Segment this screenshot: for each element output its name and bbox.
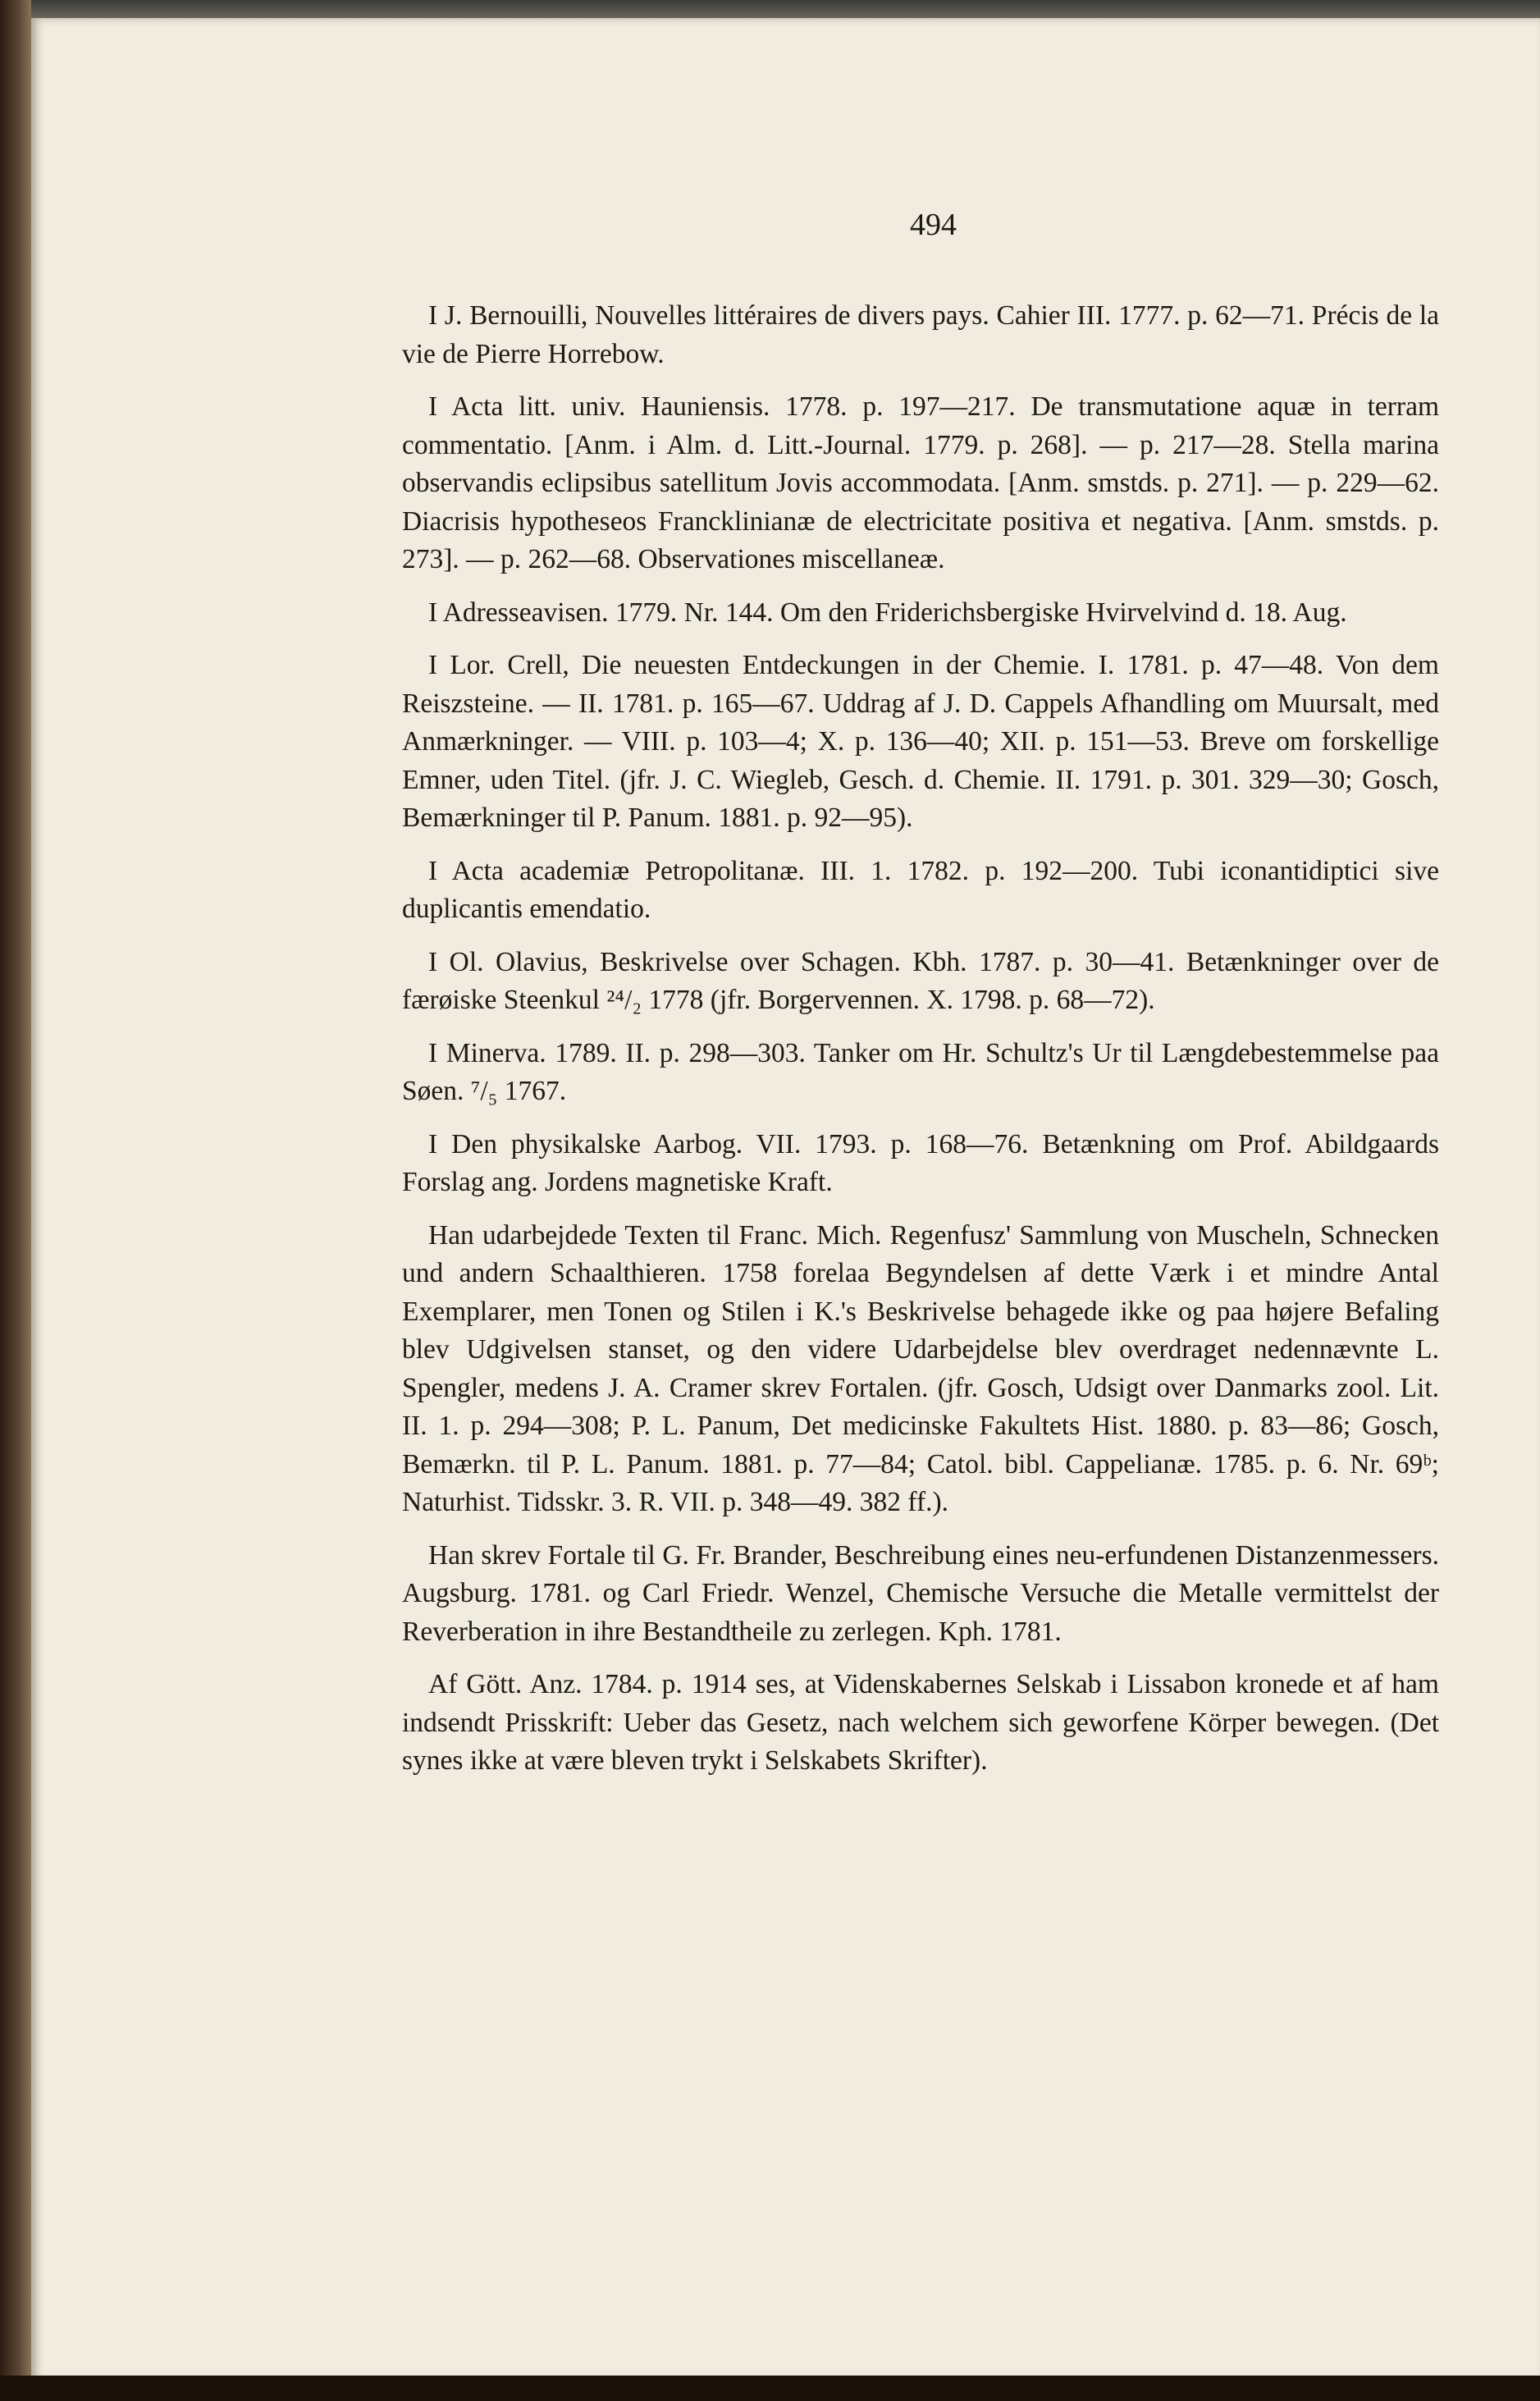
- page-number: 494: [910, 208, 957, 242]
- paragraph: I Adresseavisen. 1779. Nr. 144. Om den Friderichsbergiske Hvirvelvind d. 18. Aug.: [428, 597, 1347, 628]
- scan-top-edge: [0, 0, 1540, 18]
- paragraph: I J. Bernouilli, Nouvelles littéraires de divers pays. Cahier III. 1777. p. 62—71. Précis de la vie de Pierre Horrebow.: [402, 300, 1439, 369]
- paragraph: I Minerva. 1789. II. p. 298—303. Tanker om Hr. Schultz's Ur til Længdebestemmelse paa Søen. ⁷/₅ 1767.: [402, 1037, 1439, 1106]
- text-column: [402, 297, 1439, 1795]
- paragraph: I Den physikalske Aarbog. VII. 1793. p. 168—76. Betænkning om Prof. Abildgaards Forslag ang. Jordens magnetiske Kraft.: [402, 1128, 1439, 1197]
- paragraph: Han udarbejdede Texten til Franc. Mich. Regenfusz' Sammlung von Muscheln, Schnecken und andern Schaalthieren. 1758 forelaa Begyndelsen af dette Værk i et mindre Antal Exemplarer, men Tonen og Stilen i K.'s Beskrivelse behagede ikke og paa højere Befaling blev Udgivelsen stanset, og den videre Udarbejdelse blev overdraget nedennævnte L. Spengler, medens J. A. Cramer skrev Fortalen. (jfr. Gosch, Udsigt over Danmarks zool. Lit. II. 1. p. 294—308; P. L. Panum, Det medicinske Fakultets Hist. 1880. p. 83—86; Gosch, Bemærkn. til P. L. Panum. 1881. p. 77—84; Catol. bibl. Cappelianæ. 1785. p. 6. Nr. 69ᵇ; Naturhist. Tidsskr. 3. R. VII. p. 348—49. 382 ff.).: [402, 1219, 1439, 1517]
- book-page: [31, 18, 1540, 2381]
- paragraph: I Acta litt. univ. Hauniensis. 1778. p. 197—217. De transmutatione aquæ in terram commentatio. [Anm. i Alm. d. Litt.-Journal. 1779. p. 268]. — p. 217—28. Stella marina observandis eclipsibus satellitum Jovis accommodata. [Anm. smstds. p. 271]. — p. 229—62. Diacrisis hypotheseos Francklinianæ de electricitate positiva et negativa. [Anm. smstds. p. 273]. — p. 262—68. Observationes miscellaneæ.: [402, 391, 1439, 574]
- paragraph: I Ol. Olavius, Beskrivelse over Schagen. Kbh. 1787. p. 30—41. Betænkninger over de færøiske Steenkul ²⁴/₂ 1778 (jfr. Borgervennen. X. 1798. p. 68—72).: [402, 946, 1439, 1015]
- paragraph: Han skrev Fortale til G. Fr. Brander, Beschreibung eines neu-erfundenen Distanzenmessers. Augsburg. 1781. og Carl Friedr. Wenzel, Chemische Versuche die Metalle vermittelst der Reverberation in ihre Bestandtheile zu zerlegen. Kph. 1781.: [402, 1539, 1439, 1647]
- paragraph: I Acta academiæ Petropolitanæ. III. 1. 1782. p. 192—200. Tubi iconantidiptici sive duplicantis emendatio.: [402, 855, 1439, 924]
- scan-bottom-edge: [0, 2376, 1540, 2401]
- book-binding-edge: [0, 0, 31, 2401]
- paragraph: I Lor. Crell, Die neuesten Entdeckungen in der Chemie. I. 1781. p. 47—48. Von dem Reiszsteine. — II. 1781. p. 165—67. Uddrag af J. D. Cappels Afhandling om Muursalt, med Anmærkninger. — VIII. p. 103—4; X. p. 136—40; XII. p. 151—53. Breve om forskellige Emner, uden Titel. (jfr. J. C. Wiegleb, Gesch. d. Chemie. II. 1791. p. 301. 329—30; Gosch, Bemærkninger til P. Panum. 1881. p. 92—95).: [402, 650, 1439, 833]
- paragraph: Af Gött. Anz. 1784. p. 1914 ses, at Videnskabernes Selskab i Lissabon kronede et af ham indsendt Prisskrift: Ueber das Gesetz, nach welchem sich geworfene Körper bewegen. (Det synes ikke at være bleven trykt i Selskabets Skrifter).: [402, 1669, 1439, 1776]
